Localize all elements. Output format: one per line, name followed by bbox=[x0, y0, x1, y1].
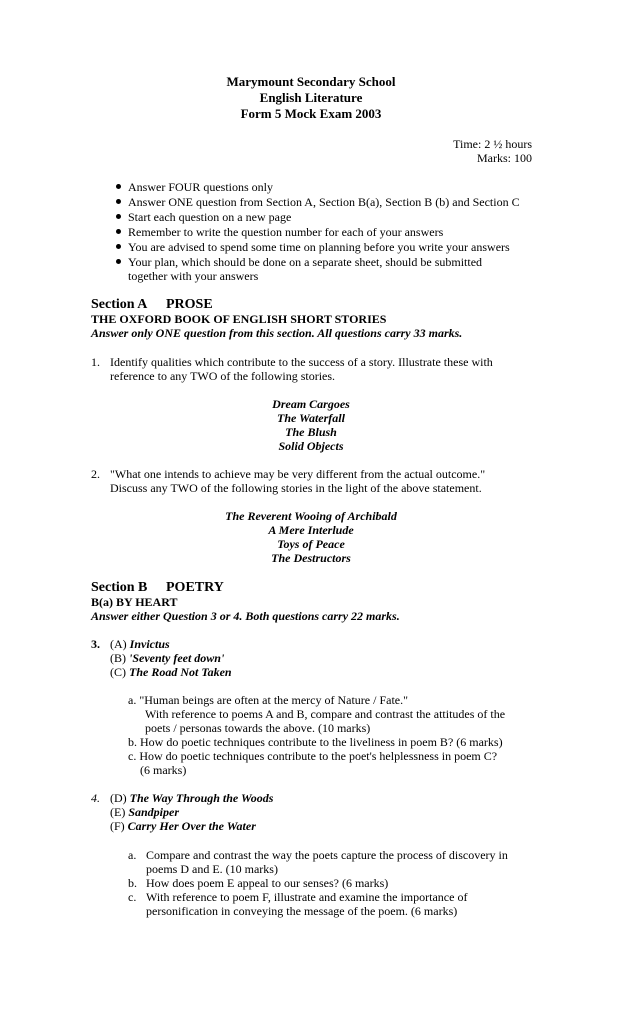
question-4-part-letter: a. bbox=[128, 848, 137, 862]
exam-title: Form 5 Mock Exam 2003 bbox=[240, 106, 382, 121]
question-3-part-a-text: With reference to poems A and B, compare and contrast the attitudes of the bbox=[145, 707, 506, 721]
question-2-text: "What one intends to achieve may be very different from the actual outcome." bbox=[110, 467, 486, 481]
poem-item bbox=[110, 665, 232, 679]
poem-letter: (B) bbox=[110, 651, 129, 665]
question-4-part-text: How does poem E appeal to our senses? (6 marks) bbox=[146, 876, 389, 890]
question-3-number: 3. bbox=[91, 637, 100, 651]
poem-title: Carry Her Over the Water bbox=[127, 819, 256, 833]
poem-title: The Road Not Taken bbox=[129, 665, 232, 679]
story-title: A Mere Interlude bbox=[268, 523, 354, 537]
bullet-icon bbox=[116, 244, 121, 249]
poem-item bbox=[110, 805, 179, 819]
poem-letter: (A) bbox=[110, 637, 130, 651]
story-title: The Destructors bbox=[271, 551, 351, 565]
question-3-part-c: c. How do poetic techniques contribute to the poet's helplessness in poem C? bbox=[128, 749, 498, 763]
story-title: Dream Cargoes bbox=[272, 397, 350, 411]
question-4-part-text: With reference to poem F, illustrate and examine the importance of bbox=[146, 890, 468, 904]
instruction-item: Your plan, which should be done on a separate sheet, should be submitted bbox=[128, 255, 483, 269]
school-name: Marymount Secondary School bbox=[226, 74, 396, 89]
bullet-icon bbox=[116, 214, 121, 219]
section-a-name: PROSE bbox=[166, 297, 213, 312]
subject-title: English Literature bbox=[259, 90, 363, 105]
bullet-icon bbox=[116, 259, 121, 264]
question-1-text: Identify qualities which contribute to the success of a story. Illustrate these with bbox=[110, 355, 493, 369]
question-3-part-a-text: poets / personas towards the above. (10 marks) bbox=[145, 721, 371, 735]
bullet-icon bbox=[116, 229, 121, 234]
section-a-label: Section A bbox=[91, 297, 148, 312]
question-3-part-a: a. "Human beings are often at the mercy of Nature / Fate." bbox=[128, 693, 409, 707]
question-3-part-b: b. How do poetic techniques contribute to the liveliness in poem B? (6 marks) bbox=[128, 735, 503, 749]
instruction-item: Start each question on a new page bbox=[128, 210, 292, 224]
question-2-number: 2. bbox=[91, 467, 100, 481]
section-a-instruction: Answer only ONE question from this section. All questions carry 33 marks. bbox=[91, 326, 463, 340]
question-4-part-letter: b. bbox=[128, 876, 137, 890]
poem-item bbox=[110, 651, 224, 665]
poem-item bbox=[110, 819, 256, 833]
story-title: The Waterfall bbox=[277, 411, 345, 425]
instruction-item: You are advised to spend some time on planning before you write your answers bbox=[128, 240, 510, 254]
instruction-item-continued: together with your answers bbox=[128, 269, 259, 283]
poem-title: Invictus bbox=[129, 637, 170, 651]
question-4-part-text: personification in conveying the message of the poem. (6 marks) bbox=[146, 904, 458, 918]
bullet-icon bbox=[116, 184, 121, 189]
poem-title: The Way Through the Woods bbox=[129, 791, 274, 805]
poem-title: Sandpiper bbox=[128, 805, 180, 819]
question-4-part-text: poems D and E. (10 marks) bbox=[146, 862, 278, 876]
story-title: The Reverent Wooing of Archibald bbox=[225, 509, 397, 523]
poem-letter: (F) bbox=[110, 819, 128, 833]
question-4-part-text: Compare and contrast the way the poets capture the process of discovery in bbox=[146, 848, 508, 862]
poem-item bbox=[110, 791, 273, 805]
poem-letter: (E) bbox=[110, 805, 129, 819]
instruction-item: Answer ONE question from Section A, Section B(a), Section B (b) and Section C bbox=[128, 195, 520, 209]
poem-item bbox=[110, 637, 170, 651]
instruction-item: Answer FOUR questions only bbox=[128, 180, 274, 194]
section-b-label: Section B bbox=[91, 580, 148, 595]
exam-time: Time: 2 ½ hours bbox=[453, 137, 532, 151]
story-title: Solid Objects bbox=[278, 439, 344, 453]
instruction-item: Remember to write the question number for each of your answers bbox=[128, 225, 444, 239]
question-1-number: 1. bbox=[91, 355, 100, 369]
bullet-icon bbox=[116, 199, 121, 204]
story-title: The Blush bbox=[285, 425, 337, 439]
poem-title: 'Seventy feet down' bbox=[129, 651, 225, 665]
question-2-text: Discuss any TWO of the following stories in the light of the above statement. bbox=[110, 481, 482, 495]
exam-marks: Marks: 100 bbox=[477, 151, 532, 165]
question-4-number: 4. bbox=[91, 791, 100, 805]
story-title: Toys of Peace bbox=[277, 537, 345, 551]
question-4-part-letter: c. bbox=[128, 890, 137, 904]
section-b-sub: B(a) BY HEART bbox=[91, 595, 178, 609]
section-a-book: THE OXFORD BOOK OF ENGLISH SHORT STORIES bbox=[91, 312, 387, 326]
poem-letter: (C) bbox=[110, 665, 129, 679]
section-b-name: POETRY bbox=[166, 580, 224, 595]
section-b-instruction: Answer either Question 3 or 4. Both questions carry 22 marks. bbox=[91, 609, 400, 623]
question-1-text: reference to any TWO of the following stories. bbox=[110, 369, 336, 383]
poem-letter: (D) bbox=[110, 791, 130, 805]
question-3-part-c-marks: (6 marks) bbox=[140, 763, 187, 777]
